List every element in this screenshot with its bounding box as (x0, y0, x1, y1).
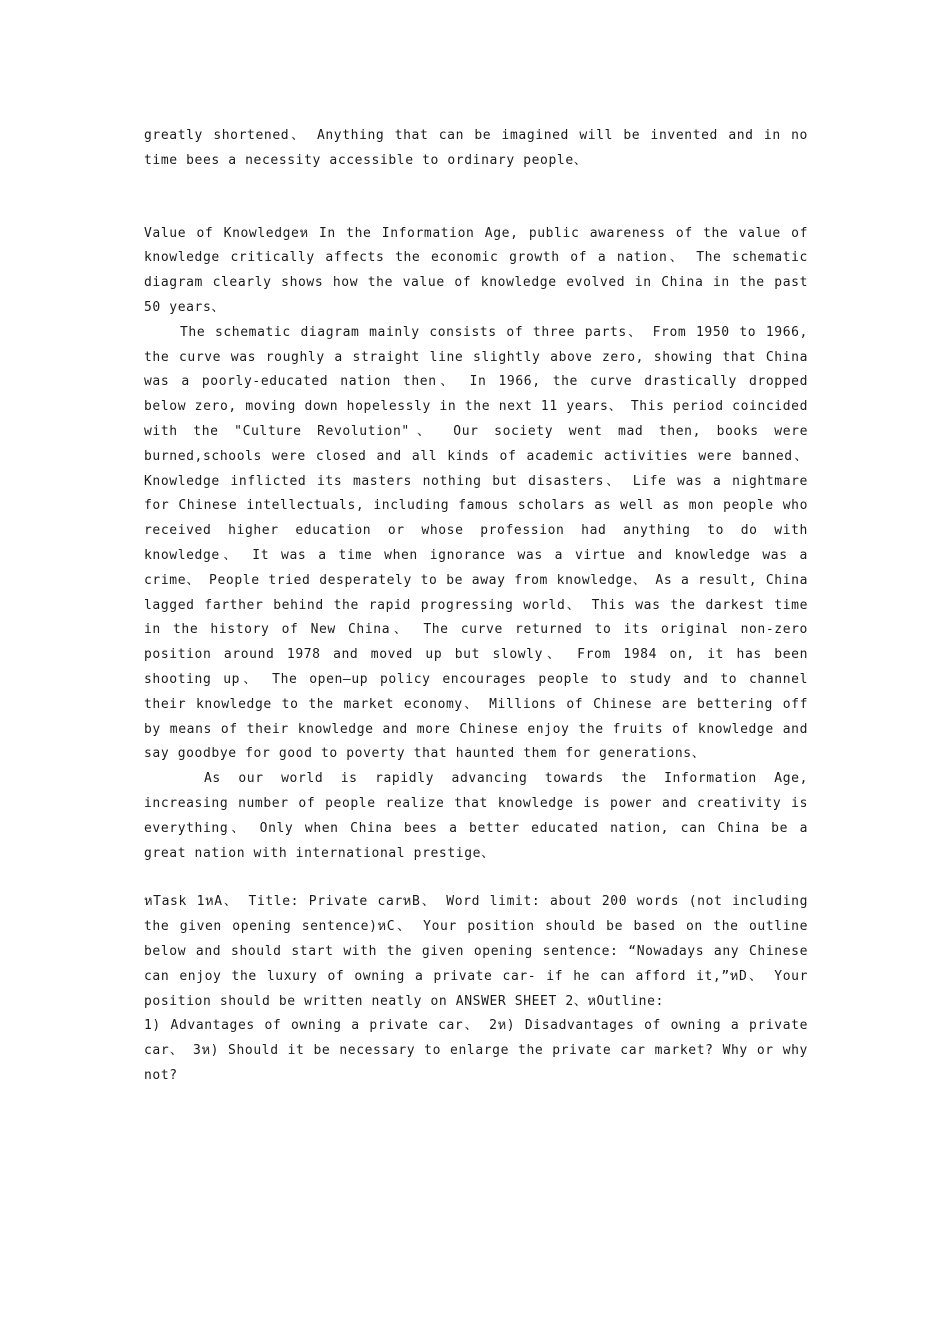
outline-item: 1) Advantages of owning a private car、 2ห) Disadvantages of owning a private car、 3ห) Should it be necessary to enlarge the private car market? Why or why not? (144, 1018, 808, 1083)
paragraph-conclusion: As our world is rapidly advancing towards the Information Age, increasing number of people realize that knowledge is power and creativity is everything、 Only when China bees a better educated nation, can China be a great nation with international prestige、 (144, 771, 808, 861)
paragraph-gap (144, 866, 808, 890)
paragraph-task-instructions: หTask 1หA、 Title: Private carหB、 Word limit: about 200 words (not including the given opening sentence)หC、 Your position should be based on the outline below and should start with the given opening sentence: “Nowadays any Chinese can enjoy the luxury of owning a private car- if he can afford it,”หD、 Your position should be written neatly on ANSWER SHEET 2、หOutline: (144, 894, 808, 1009)
paragraph-diagram-description: The schematic diagram mainly consists of three parts、 From 1950 to 1966, the curve was roughly a straight line slightly above zero, showing that China was a poorly-educated nation then、 In 1966, the curve drastically dropped below zero, moving down hopelessly in the next 11 years、 This period coincided with the "Culture Revolution"、 Our society went mad then, books were burned,schools were closed and all kinds of academic activities were banned、 Knowledge inflicted its masters nothing but disasters、 Life was a nightmare for Chinese intellectuals, including famous scholars as well as mon people who received higher education or whose profession had anything to do with knowledge、 It was a time when ignorance was a virtue and knowledge was a crime、 People tried desperately to be away from knowledge、 As a result, China lagged farther behind the rapid progressing world、 This was the darkest time in the history of New China、 The curve returned to its original non-zero position around 1978 and moved up but slowly、 From 1984 on, it has been shooting up、 The open—up policy encourages people to study and to channel their knowledge to the market economy、 Millions of Chinese are bettering off by means of their knowledge and more Chinese enjoy the fruits of knowledge and say goodbye for good to poverty that haunted them for generations、 (144, 324, 808, 762)
paragraph-gap (144, 174, 808, 222)
outline-list (144, 1014, 808, 1088)
paragraph-continuation: greatly shortened、 Anything that can be imagined will be invented and in no time bees a necessity accessible to ordinary people、 (144, 128, 808, 168)
paragraph-knowledge-intro: Value of Knowledgeห In the Information Age, public awareness of the value of knowledge critically affects the economic growth of a nation、 The schematic diagram clearly shows how the value of knowledge evolved in China in the past 50 years、 (144, 225, 808, 315)
document-body (144, 124, 808, 1089)
